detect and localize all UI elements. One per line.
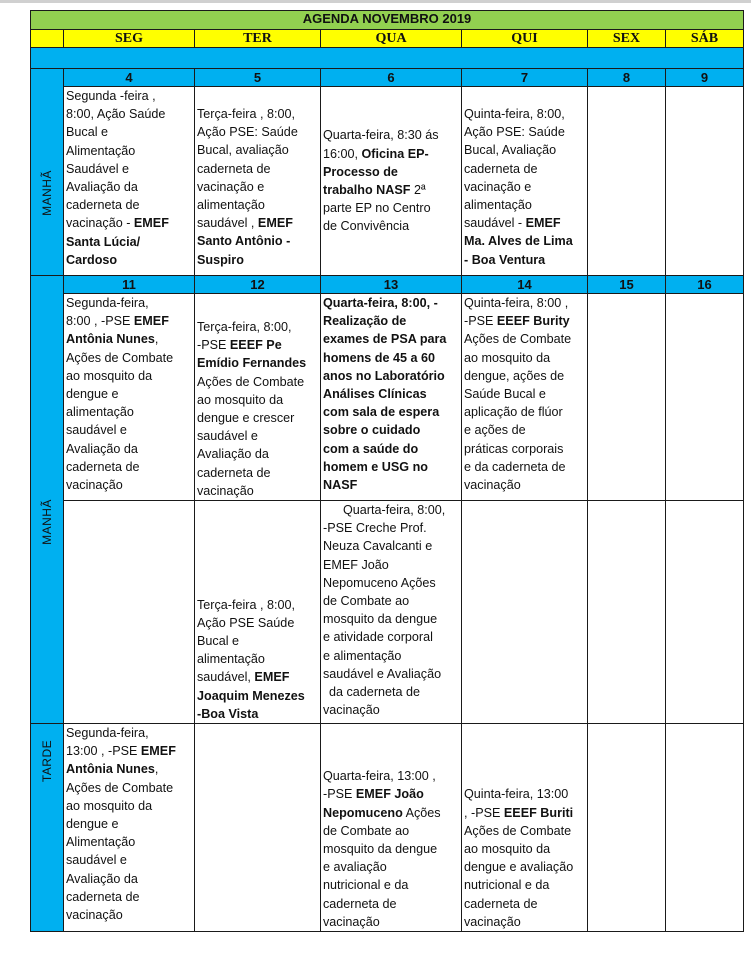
event-cell-sex-empty bbox=[588, 501, 666, 724]
blue-spacer bbox=[31, 48, 744, 69]
day-header-ter: TER bbox=[195, 30, 321, 48]
event-cell-qua-tarde: Quarta-feira, 13:00 , -PSE EMEF João Nepomuceno Ações de Combate ao mosquito da dengue e avaliação nutricional e da caderneta de vacinação bbox=[321, 724, 462, 932]
week1-events-row bbox=[31, 87, 744, 276]
event-cell-qua-6: Quarta-feira, 8:30 ás 16:00, Oficina EP- Processo de trabalho NASF 2ª parte EP no Centro de Convivência bbox=[321, 87, 462, 276]
period-label-tarde bbox=[31, 724, 64, 932]
event-cell-ter-tarde bbox=[195, 724, 321, 932]
corner-cell bbox=[31, 30, 64, 48]
event-cell-qui-tarde: Quinta-feira, 13:00 , -PSE EEEF Buriti Ações de Combate ao mosquito da dengue e avaliação nutricional e da caderneta de vacinação bbox=[462, 724, 588, 932]
date-cell: 9 bbox=[666, 69, 744, 87]
date-cell: 13 bbox=[321, 276, 462, 294]
period-tarde: TARDE bbox=[39, 740, 54, 783]
agenda-title: AGENDA NOVEMBRO 2019 bbox=[31, 11, 744, 30]
date-cell: 12 bbox=[195, 276, 321, 294]
day-header-qui: QUI bbox=[462, 30, 588, 48]
date-cell: 11 bbox=[64, 276, 195, 294]
event-cell-sab-16 bbox=[666, 294, 744, 501]
event-cell-seg-11: Segunda-feira, 8:00 , -PSE EMEF Antônia Nunes, Ações de Combate ao mosquito da dengue e alimentação saudável e Avaliação da caderneta de vacinação bbox=[64, 294, 195, 501]
event-cell-qui-7: Quinta-feira, 8:00, Ação PSE: Saúde Bucal, Avaliação caderneta de vacinação e alimentação saudável - EMEF Ma. Alves de Lima - Boa Ventura bbox=[462, 87, 588, 276]
event-cell-qua-13: Quarta-feira, 8:00, - Realização de exames de PSA para homens de 45 a 60 anos no Laboratório Análises Clínicas com sala de espera sobre o cuidado com a saúde do homem e USG no NASF bbox=[321, 294, 462, 501]
date-cell: 16 bbox=[666, 276, 744, 294]
date-cell: 6 bbox=[321, 69, 462, 87]
days-header-row bbox=[31, 30, 744, 48]
event-cell-ter-5: Terça-feira , 8:00, Ação PSE: Saúde Bucal, avaliação caderneta de vacinação e alimentação saudável , EMEF Santo Antônio - Suspiro bbox=[195, 87, 321, 276]
event-cell-ter-extra: Terça-feira , 8:00, Ação PSE Saúde Bucal e alimentação saudável, EMEF Joaquim Menezes -Boa Vista bbox=[195, 501, 321, 724]
week2-morning-row-1 bbox=[31, 294, 744, 501]
event-cell-qua-extra: Quarta-feira, 8:00, -PSE Creche Prof. Neuza Cavalcanti e EMEF João Nepomuceno Ações de Combate ao mosquito da dengue e atividade corporal e alimentação saudável e Avaliação da caderneta de vacinação bbox=[321, 501, 462, 724]
date-cell: 4 bbox=[64, 69, 195, 87]
event-cell-sex-15 bbox=[588, 294, 666, 501]
date-cell: 8 bbox=[588, 69, 666, 87]
period-label-week1 bbox=[31, 69, 64, 276]
week1-dates-row bbox=[31, 69, 744, 87]
week2-dates-row bbox=[31, 276, 744, 294]
agenda-table bbox=[30, 10, 744, 932]
period-manha-2: MANHÃ bbox=[39, 498, 54, 545]
day-header-sab: SÁB bbox=[666, 30, 744, 48]
week2-afternoon-row bbox=[31, 724, 744, 932]
day-header-qua: QUA bbox=[321, 30, 462, 48]
date-cell: 14 bbox=[462, 276, 588, 294]
event-cell-seg-4: Segunda -feira , 8:00, Ação Saúde Bucal e Alimentação Saudável e Avaliação da caderneta de vacinação - EMEF Santa Lúcia/ Cardoso bbox=[64, 87, 195, 276]
event-cell-seg-tarde: Segunda-feira, 13:00 , -PSE EMEF Antônia Nunes, Ações de Combate ao mosquito da dengue e Alimentação saudável e Avaliação da caderneta de vacinação bbox=[64, 724, 195, 932]
top-divider bbox=[0, 0, 751, 3]
event-cell-sab-9 bbox=[666, 87, 744, 276]
event-cell-qui-empty bbox=[462, 501, 588, 724]
event-cell-seg-empty bbox=[64, 501, 195, 724]
event-cell-sex-8 bbox=[588, 87, 666, 276]
period-label-week2 bbox=[31, 276, 64, 724]
day-header-sex: SEX bbox=[588, 30, 666, 48]
week2-morning-row-2 bbox=[31, 501, 744, 724]
event-cell-qui-14: Quinta-feira, 8:00 , -PSE EEEF Burity Ações de Combate ao mosquito da dengue, ações de Saúde Bucal e aplicação de flúor e ações de práticas corporais e da caderneta de vacinação bbox=[462, 294, 588, 501]
date-cell: 5 bbox=[195, 69, 321, 87]
event-cell-sex-tarde bbox=[588, 724, 666, 932]
date-cell: 15 bbox=[588, 276, 666, 294]
day-header-seg: SEG bbox=[64, 30, 195, 48]
event-cell-sab-tarde bbox=[666, 724, 744, 932]
date-cell: 7 bbox=[462, 69, 588, 87]
event-cell-ter-12: Terça-feira, 8:00, -PSE EEEF Pe Emídio Fernandes Ações de Combate ao mosquito da dengue e crescer saudável e Avaliação da caderneta de vacinação bbox=[195, 294, 321, 501]
period-manha-1: MANHÃ bbox=[39, 169, 54, 216]
event-cell-sab-empty bbox=[666, 501, 744, 724]
